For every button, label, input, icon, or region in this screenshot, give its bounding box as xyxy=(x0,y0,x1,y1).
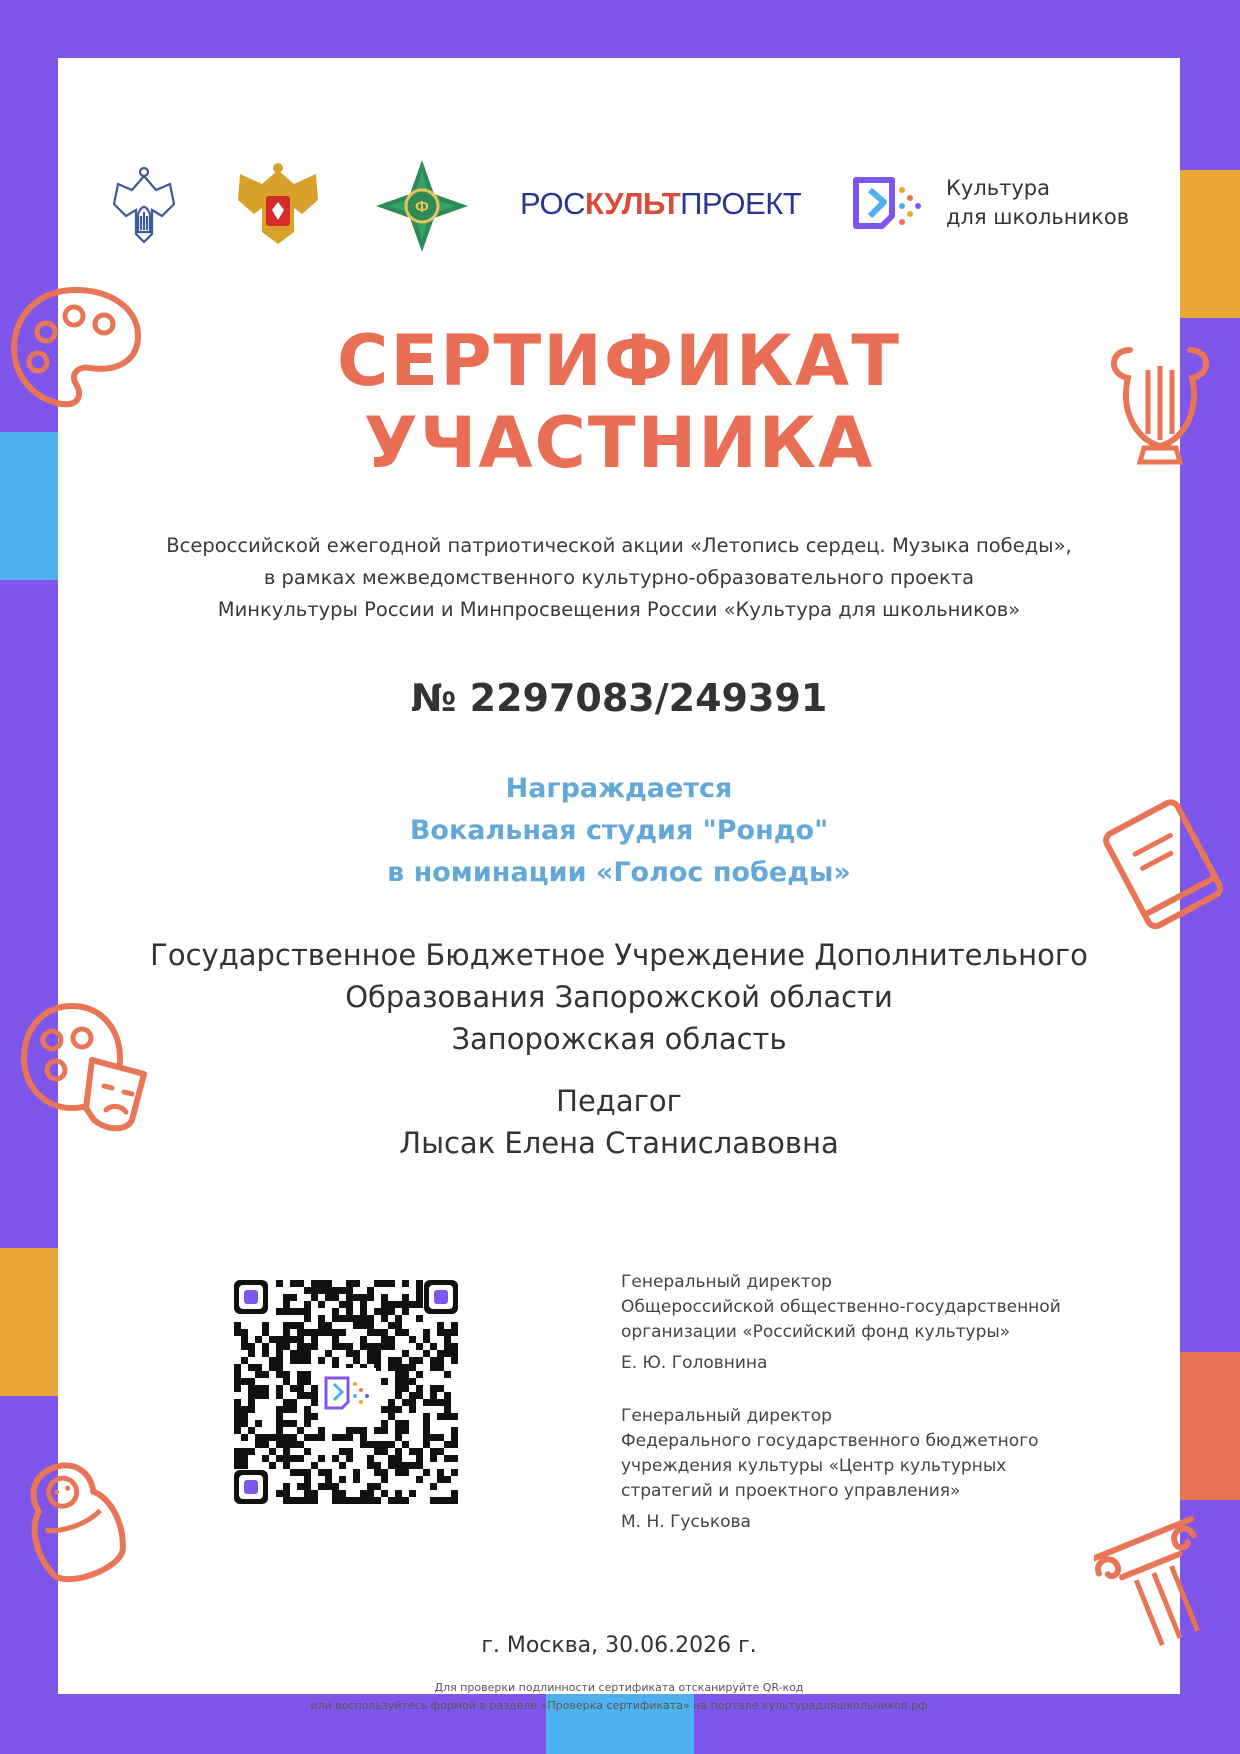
kds-logo-text xyxy=(946,174,1129,232)
verification-note-line1: Для проверки подлинности сертификата отсканируйте QR-код xyxy=(434,1681,804,1694)
qr-center-logo xyxy=(318,1368,376,1418)
intro-line3: Минкультуры России и Минпросвещения России «Культура для школьников» xyxy=(217,598,1021,621)
teacher-name: Лысак Елена Станиславовна xyxy=(399,1126,839,1160)
teacher-role: Педагог xyxy=(556,1084,682,1118)
culture-fund-emblem xyxy=(374,158,470,254)
column-capital-icon xyxy=(1094,1516,1224,1656)
signature-block-1 xyxy=(621,1270,1121,1376)
roskultproekt-logo: РОСКУЛЬТПРОЕКТ xyxy=(520,186,802,221)
signature-1-line2: Общероссийской общественно-государственной xyxy=(621,1297,1061,1317)
ministry-education-emblem xyxy=(232,160,324,250)
qr-code[interactable] xyxy=(234,1280,458,1504)
matryoshka-icon xyxy=(16,1456,134,1596)
award-line3: в номинации «Голос победы» xyxy=(387,857,851,888)
signature-2-line1: Генеральный директор xyxy=(621,1406,832,1426)
certificate-card xyxy=(58,58,1180,1712)
award-line2: Вокальная студия "Рондо" xyxy=(409,815,829,846)
award-block xyxy=(58,768,1180,894)
award-line1: Награждается xyxy=(505,773,733,804)
place-date: г. Москва, 30.06.2026 г. xyxy=(481,1633,757,1658)
signature-2-name: М. Н. Гуськова xyxy=(621,1512,751,1532)
kds-logo-line1: Культура xyxy=(946,176,1050,200)
signature-2-line2: Федерального государственного бюджетного xyxy=(621,1431,1039,1451)
signature-2-line3: учреждения культуры «Центр культурных xyxy=(621,1456,1007,1476)
svg-text:Ф: Ф xyxy=(415,199,429,216)
signature-block-2 xyxy=(621,1404,1121,1535)
kds-logo-line2: для школьников xyxy=(946,205,1130,229)
book-icon xyxy=(1102,786,1232,936)
organization-line3: Запорожская область xyxy=(451,1022,787,1056)
teacher-block xyxy=(58,1080,1180,1164)
organization-line1: Государственное Бюджетное Учреждение Дополнительного xyxy=(150,938,1088,972)
palette-icon xyxy=(6,282,146,418)
verification-note-line2: или воспользуйтесь формой в разделе «Проверка сертификата» на портале культурадляшкольников.рф xyxy=(310,1699,928,1712)
intro-text xyxy=(58,530,1180,626)
intro-line2: в рамках межведомственного культурно-образовательного проекта xyxy=(263,566,975,589)
kds-logo-icon xyxy=(848,172,928,236)
signature-1-line3: организации «Российский фонд культуры» xyxy=(621,1322,1011,1342)
signature-1-name: Е. Ю. Головнина xyxy=(621,1353,768,1373)
stripe-coral-right xyxy=(1180,1352,1240,1500)
certificate-number: № 2297083/249391 xyxy=(410,676,828,720)
theater-masks-icon xyxy=(12,996,156,1138)
title-line2: УЧАСТНИКА xyxy=(363,402,875,484)
qr-finder-bottom-left xyxy=(234,1470,268,1504)
signature-1-line1: Генеральный директор xyxy=(621,1272,832,1292)
lyre-icon xyxy=(1100,330,1220,470)
stripe-blue-left xyxy=(0,432,58,580)
stripe-yellow-right xyxy=(1180,170,1240,318)
certificate-title xyxy=(58,320,1180,484)
verification-note xyxy=(58,1679,1180,1715)
qr-finder-top-left xyxy=(234,1280,268,1314)
header-logos xyxy=(58,158,1180,258)
title-line1: СЕРТИФИКАТ xyxy=(337,320,901,402)
intro-line1: Всероссийской ежегодной патриотической акции «Летопись сердец. Музыка победы», xyxy=(166,534,1072,557)
ministry-culture-emblem xyxy=(104,164,184,250)
qr-finder-top-right xyxy=(424,1280,458,1314)
organization-line2: Образования Запорожской области xyxy=(345,980,893,1014)
stripe-yellow-left xyxy=(0,1248,58,1396)
signature-2-line4: стратегий и проектного управления» xyxy=(621,1481,961,1501)
organization-block xyxy=(58,934,1180,1060)
